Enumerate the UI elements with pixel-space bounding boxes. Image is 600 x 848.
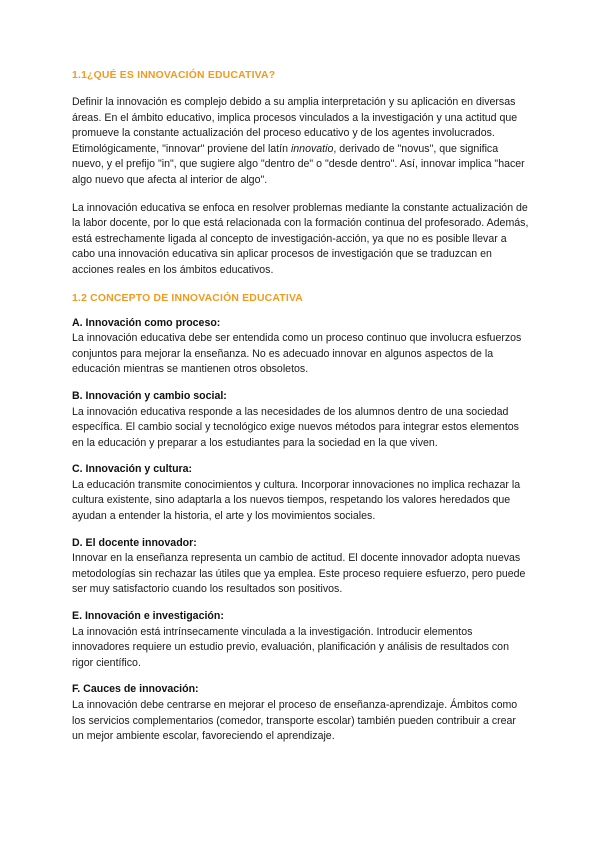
concept-body: La educación transmite conocimientos y cultura. Incorporar innovaciones no implica rechazar la cultura existente, sino adaptarla a los nuevos tiempos, respetando los valores heredados que ayudan a entender la historia, el arte y los movimientos sociales. — [72, 478, 521, 523]
concept-body: La innovación educativa responde a las necesidades de los alumnos dentro de una sociedad específica. El cambio social y tecnológico exige nuevos métodos para integrar estos elementos en la educación y preparar a los estudiantes para la sociedad en la que viven. — [72, 405, 519, 449]
concept-title: D. El docente innovador: — [72, 536, 197, 549]
intro-text-end: , derivado de "novus", que significa nuevo, y el prefijo "in", que sugiere algo "dentro de" o "desde dentro". Así, innovar implica "hacer algo nuevo que afecta al interior de algo". — [72, 142, 525, 186]
section-heading-1: 1.1¿QUÉ ES INNOVACIÓN EDUCATIVA? — [72, 70, 276, 81]
concept-item-a — [72, 316, 530, 378]
concept-body: La innovación debe centrarse en mejorar el proceso de enseñanza-aprendizaje. Ámbitos como los servicios complementarios (comedor, transporte escolar) también pueden contribuir a crear un mejor ambiente escolar, favoreciendo el aprendizaje. — [72, 699, 518, 743]
concept-body: Innovar en la enseñanza representa un cambio de actitud. El docente innovador adopta nuevas metodologías sin rechazar las útiles que ya emplea. Este proceso requiere esfuerzo, pero puede ser muy satisfactorio cuando los resultados son positivos. — [72, 552, 526, 596]
concept-title: C. Innovación y cultura: — [72, 463, 193, 476]
concept-item-d — [72, 536, 530, 598]
second-paragraph: La innovación educativa se enfoca en resolver problemas mediante la constante actualización de la labor docente, por lo que está relacionada con la formación continua del profesorado. Además, está estrechamente ligada al concepto de investigación-acción, ya que no es posible llevar a cabo una innovación educativa sin aplicar procesos de investigación que se traduzcan en acciones reales en los ámbitos educativos. — [72, 201, 529, 276]
concept-body: La innovación está intrínsecamente vinculada a la investigación. Introducir elementos innovadores requiere un estudio previo, evaluación, planificación y análisis de resultados con rigor científico. — [72, 625, 509, 669]
concept-title: A. Innovación como proceso: — [72, 316, 221, 329]
section-heading-2: 1.2 CONCEPTO DE INNOVACIÓN EDUCATIVA — [72, 292, 304, 304]
concept-item-b — [72, 389, 530, 451]
concept-item-f — [72, 682, 530, 744]
intro-paragraph — [72, 95, 530, 189]
intro-text-start: Definir la innovación es complejo debido a su amplia interpretación y su aplicación en diversas áreas. En el ámbito educativo, implica procesos vinculados a la investigación y una actitud que promueve la constante actualización del proceso educativo y de los agentes involucrados. Etimológicamente, "innovar" proviene del latín — [72, 96, 518, 155]
concept-body: La innovación educativa debe ser entendida como un proceso continuo que involucra esfuerzos conjuntos para mejorar la enseñanza. No es adecuado innovar en algunos aspectos de la educación mientras se mantienen otros obsoletos. — [72, 332, 522, 376]
concept-title: B. Innovación y cambio social: — [72, 389, 227, 402]
concept-item-c — [72, 462, 530, 524]
latin-term: innovatio — [290, 142, 334, 155]
concept-item-e — [72, 609, 530, 671]
concept-title: E. Innovación e investigación: — [72, 610, 224, 623]
concept-title: F. Cauces de innovación: — [72, 683, 199, 696]
